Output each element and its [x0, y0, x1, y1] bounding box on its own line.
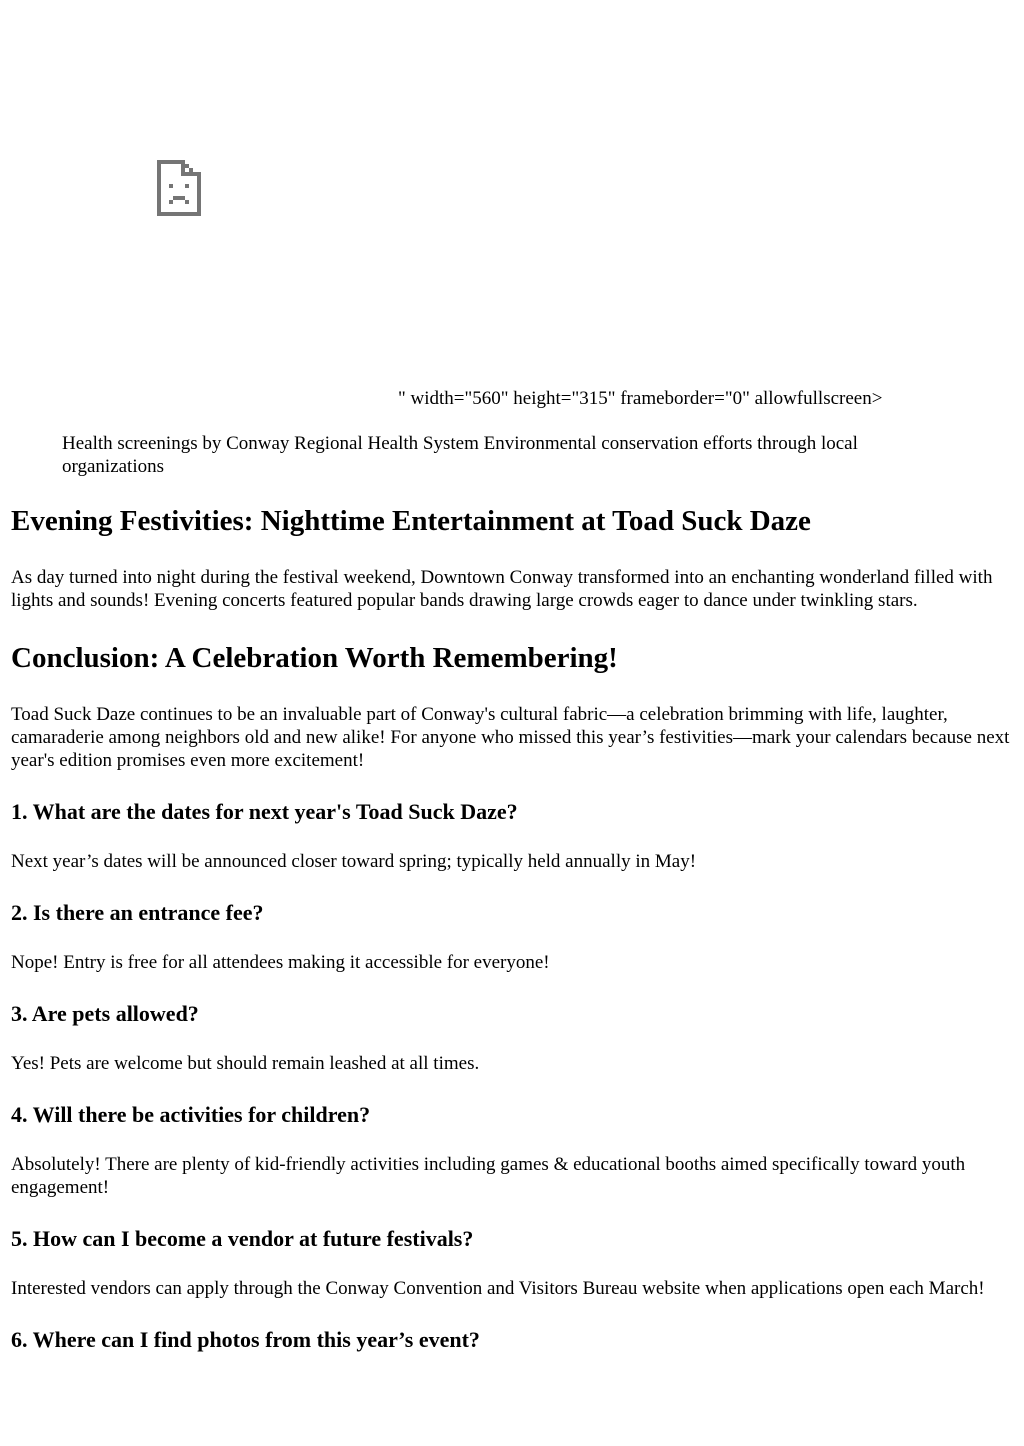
faq-question: 6. Where can I find photos from this year’s event? — [11, 1327, 480, 1352]
evening-paragraph: As day turned into night during the festival weekend, Downtown Conway transformed into an enchanting wonderland filled with lights and sounds! Evening concerts featured popular bands drawing large crowds eager to dance under twinkling stars. — [11, 567, 993, 611]
inline-list-text: Health screenings by Conway Regional Health System Environmental conservation efforts through local organizations — [62, 433, 858, 477]
evening-heading: Evening Festivities: Nighttime Entertainment at Toad Suck Daze — [11, 505, 811, 537]
faq-answer: Next year’s dates will be announced closer toward spring; typically held annually in May! — [11, 851, 697, 872]
faq-answer: Nope! Entry is free for all attendees making it accessible for everyone! — [11, 952, 550, 973]
faq-question: 5. How can I become a vendor at future festivals? — [11, 1226, 474, 1251]
faq-list — [11, 798, 1013, 1354]
faq-answer: Absolutely! There are plenty of kid-friendly activities including games & educational booths aimed specifically toward youth engagement! — [11, 1154, 966, 1198]
article-content — [11, 502, 1013, 1354]
faq-question: 3. Are pets allowed? — [11, 1001, 199, 1026]
faq-answer: Interested vendors can apply through the Conway Convention and Visitors Bureau website when applications open each March! — [11, 1278, 985, 1299]
conclusion-paragraph: Toad Suck Daze continues to be an invaluable part of Conway's cultural fabric—a celebration brimming with life, laughter, camaraderie among neighbors old and new alike! For anyone who missed this year’s festivities—mark your calendars because next year's edition promises even more excitement! — [11, 704, 1010, 771]
faq-answer: Yes! Pets are welcome but should remain leashed at all times. — [11, 1053, 480, 1074]
broken-video-embed — [0, 0, 1024, 420]
leftover-embed-markup: " width="560" height="315" frameborder="0" allowfullscreen> — [398, 388, 883, 409]
broken-document-icon — [157, 160, 201, 216]
faq-question: 2. Is there an entrance fee? — [11, 900, 264, 925]
conclusion-heading: Conclusion: A Celebration Worth Remembering! — [11, 642, 618, 674]
faq-question: 4. Will there be activities for children? — [11, 1102, 371, 1127]
faq-question: 1. What are the dates for next year's Toad Suck Daze? — [11, 799, 518, 824]
